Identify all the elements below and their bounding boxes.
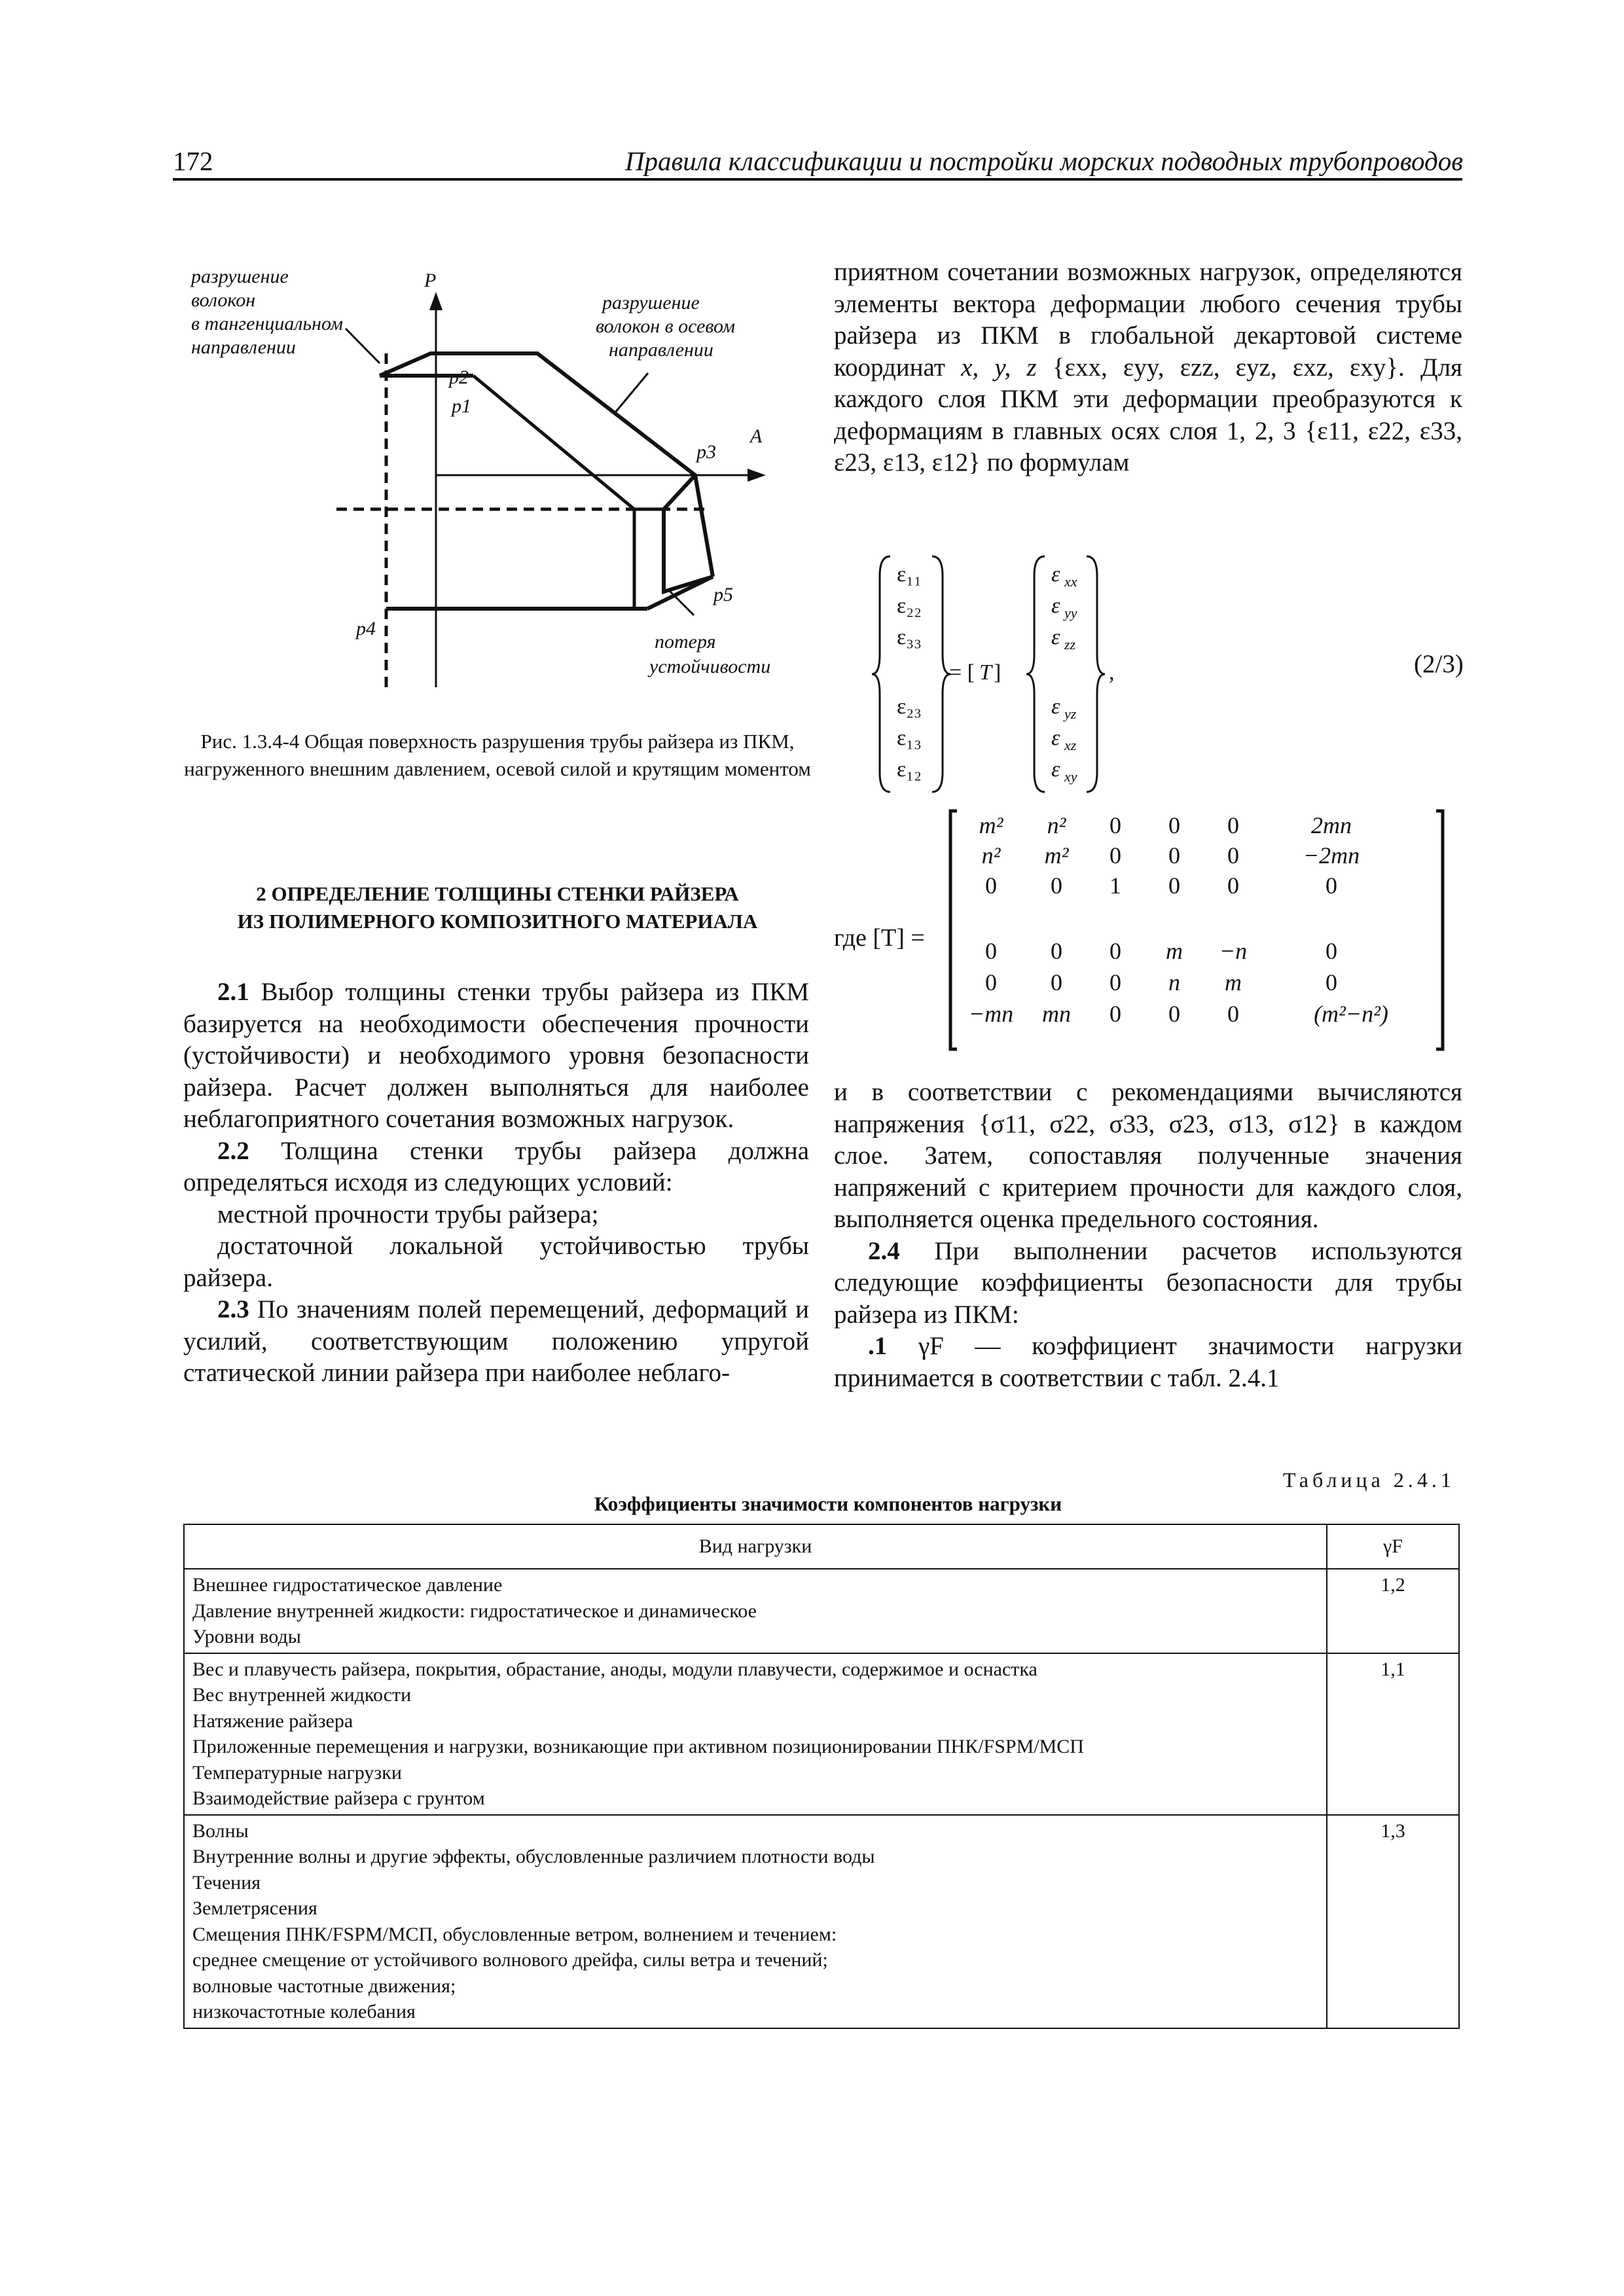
load-type: Внешнее гидростатическое давление: [192, 1574, 503, 1596]
svg-text:0: 0: [1110, 1001, 1121, 1027]
axis-p-label: P: [424, 270, 437, 291]
svg-text:zz: zz: [1064, 636, 1076, 653]
load-type: Волны: [192, 1820, 249, 1842]
load-type: Вес и плавучесть райзера, покрытия, обрастание, аноды, модули плавучести, содержимое и оснастка: [192, 1658, 1038, 1680]
table-row: [184, 1569, 1459, 1653]
label-stability-loss-1: потеря: [655, 631, 716, 653]
para-number: 2.3: [217, 1295, 249, 1323]
load-type: Вес внутренней жидкости: [192, 1684, 412, 1706]
svg-text:xy: xy: [1064, 768, 1077, 785]
svg-text:mn: mn: [1042, 1001, 1071, 1027]
strain-vector-global: {εxx, εyy, εzz, εyz, εxz, εxy}: [1052, 353, 1399, 382]
svg-text:0: 0: [1326, 872, 1337, 899]
paragraph-2-1: [183, 977, 809, 1136]
svg-text:ε: ε: [1051, 694, 1060, 719]
svg-text:n²: n²: [1047, 812, 1066, 838]
svg-text:0: 0: [1326, 969, 1337, 996]
svg-text:0: 0: [1227, 842, 1239, 869]
axis-a-label: A: [750, 425, 763, 447]
svg-text:ε: ε: [1051, 726, 1060, 750]
p5-label: p5: [713, 584, 733, 605]
gamma-f-value: 1,1: [1327, 1653, 1459, 1815]
svg-text:0: 0: [1326, 938, 1337, 964]
condition-local-stability: достаточной локальной устойчивостью трубы райзера.: [183, 1232, 809, 1292]
load-type: Внутренние волны и другие эффекты, обусловленные различием плотности воды: [192, 1846, 875, 1867]
load-type: Температурные нагрузки: [192, 1761, 402, 1784]
svg-text:m: m: [1166, 938, 1183, 964]
label-fiber-axial-3: направлении: [609, 339, 713, 361]
svg-text:xx: xx: [1064, 573, 1077, 590]
svg-text:0: 0: [1051, 938, 1062, 964]
label-fiber-axial-2: волокон в осевом: [596, 315, 735, 337]
para-text: При выполнении расчетов используются следующие коэффициенты безопасности для трубы райзера из ПКМ:: [834, 1236, 1462, 1329]
left-column: [183, 977, 809, 1390]
p3-label: p3: [696, 441, 716, 463]
gamma-f-value: 1,3: [1327, 1815, 1459, 2028]
svg-text:0: 0: [1168, 842, 1180, 869]
svg-text:xz: xz: [1064, 737, 1077, 753]
svg-text:ε₃₃: ε₃₃: [897, 625, 922, 649]
figure-caption: Рис. 1.3.4-4 Общая поверхность разрушения трубы райзера из ПКМ, нагруженного внешним давлением, осевой силой и крутящим моментом: [184, 730, 811, 780]
svg-text:n: n: [1168, 969, 1180, 996]
svg-text:(m²−n²): (m²−n²): [1314, 1001, 1388, 1027]
svg-text:0: 0: [1051, 872, 1062, 899]
paragraph-2-4: [834, 1236, 1462, 1331]
header-gamma-f: γF: [1327, 1524, 1459, 1569]
svg-text:yz: yz: [1064, 706, 1077, 722]
svg-text:ε: ε: [1051, 562, 1060, 586]
svg-text:0: 0: [1110, 938, 1121, 964]
paragraph-2-3: [183, 1294, 809, 1390]
svg-text:ε: ε: [1051, 594, 1060, 618]
text-fragment: . Для каждого слоя ПКМ эти деформации преобразуются к деформациям в главных осях слоя 1, 2, 3: [834, 353, 1462, 445]
load-type: среднее смещение от устойчивого волнового дрейфа, силы ветра и течений;: [192, 1949, 828, 1971]
svg-text:= [: = [: [949, 660, 975, 685]
table-title: Коэффициенты значимости компонентов нагрузки: [594, 1492, 1062, 1515]
para-text: По значениям полей перемещений, деформаций и усилий, соответствующим положению упругой статической линии райзера при наиболее неблаго-: [183, 1295, 809, 1387]
table-row: [184, 1653, 1459, 1815]
load-type: низкочастотные колебания: [192, 2001, 416, 2022]
paragraph-2-3-continued: [834, 257, 1462, 479]
svg-text:,: ,: [1109, 660, 1115, 685]
svg-text:0: 0: [1227, 1001, 1239, 1027]
svg-text:0: 0: [1168, 1001, 1180, 1027]
svg-text:ε: ε: [1051, 757, 1060, 781]
svg-text:2mn: 2mn: [1311, 812, 1352, 838]
svg-text:ε: ε: [1051, 625, 1060, 649]
load-type: Землетрясения: [192, 1897, 317, 1919]
svg-text:m²: m²: [979, 812, 1003, 838]
label-fiber-tangential-3: в тангенциальном: [191, 313, 343, 334]
p1-label: p1: [452, 395, 471, 417]
load-type: Течения: [192, 1871, 261, 1893]
svg-text:0: 0: [1168, 872, 1180, 899]
section-title-line1: 2 ОПРЕДЕЛЕНИЕ ТОЛЩИНЫ СТЕНКИ РАЙЗЕРА: [256, 882, 739, 905]
page-number: 172: [173, 146, 213, 176]
svg-text:−mn: −mn: [968, 1001, 1014, 1027]
table-label: Таблица 2.4.1: [1283, 1468, 1455, 1492]
svg-text:T: T: [979, 660, 992, 685]
svg-text:0: 0: [1110, 842, 1121, 869]
item-text: γF — коэффициент значимости нагрузки принимается в соответствии с табл. 2.4.1: [834, 1332, 1462, 1392]
para-number: 2.2: [217, 1136, 249, 1165]
svg-text:0: 0: [985, 938, 997, 964]
svg-text:ε₁₂: ε₁₂: [897, 757, 922, 781]
svg-text:ε₂₃: ε₂₃: [897, 694, 922, 719]
svg-text:]: ]: [994, 660, 1001, 685]
paragraph-2-2: [183, 1136, 809, 1199]
header-rule: [173, 178, 1462, 181]
para-text: Выбор толщины стенки трубы райзера из ПКМ базируется на необходимости обеспечения прочности (устойчивости) и необходимого уровня безопасности райзера. Расчет должен выполняться для наиболее неблагоприятного сочетания возможных нагрузок.: [183, 978, 809, 1133]
running-title: Правила классификации и постройки морских подводных трубопроводов: [624, 146, 1463, 176]
load-type: Смещения ПНК/FSPM/МСП, обусловленные ветром, волнением и течением:: [192, 1923, 837, 1945]
load-type: Приложенные перемещения и нагрузки, возникающие при активном позиционировании ПНК/FSPM/МСП: [192, 1736, 1084, 1757]
svg-text:n²: n²: [981, 842, 1001, 869]
coords-text: x, y, z: [961, 353, 1037, 382]
load-types-cell: [184, 1569, 1327, 1653]
section-title: [183, 880, 812, 935]
svg-text:0: 0: [1110, 969, 1121, 996]
load-type: Взаимодействие райзера с грунтом: [192, 1787, 485, 1809]
right-column-bottom: [834, 1077, 1462, 1394]
svg-text:−2mn: −2mn: [1303, 842, 1360, 869]
eq-where-label: где [T] =: [834, 924, 925, 952]
svg-text:0: 0: [1110, 812, 1121, 838]
label-fiber-tangential-1: разрушение: [191, 266, 289, 287]
header-load-type: Вид нагрузки: [184, 1524, 1327, 1569]
svg-text:ε₁₁: ε₁₁: [897, 562, 922, 586]
label-fiber-tangential-4: направлении: [191, 336, 296, 358]
paragraph-stresses: и в соответствии с рекомендациями вычисляются напряжения {σ11, σ22, σ33, σ23, σ13, σ12} в каждом слое. Затем, сопоставляя полученные значения напряжений с критерием прочности для каждого слоя, выполняется оценка предельного состояния.: [834, 1078, 1462, 1233]
item-number: .1: [868, 1332, 888, 1360]
svg-text:1: 1: [1110, 872, 1121, 899]
load-factor-table: [183, 1524, 1460, 2029]
svg-text:yy: yy: [1064, 605, 1077, 621]
svg-text:ε₂₂: ε₂₂: [897, 594, 922, 618]
table-header-row: [184, 1524, 1459, 1569]
svg-text:0: 0: [1168, 812, 1180, 838]
failure-surface-figure: [183, 262, 812, 694]
gamma-f-value: 1,2: [1327, 1569, 1459, 1653]
para-text: Толщина стенки трубы райзера должна определяться исходя из следующих условий:: [183, 1136, 810, 1196]
svg-text:−n: −n: [1219, 938, 1248, 964]
svg-text:ε₁₃: ε₁₃: [897, 726, 922, 750]
svg-text:m²: m²: [1044, 842, 1069, 869]
strain-vector-local: {ε11, ε22, ε33, ε23, ε13, ε12}: [834, 416, 1462, 476]
equation-2-3: [834, 550, 1462, 838]
load-type: Уровни воды: [192, 1626, 301, 1647]
svg-text:0: 0: [1051, 969, 1062, 996]
load-type: Натяжение райзера: [192, 1710, 353, 1732]
condition-local-strength: местной прочности трубы райзера;: [217, 1200, 599, 1229]
right-column-top: [834, 257, 1462, 479]
para-number: 2.1: [217, 978, 249, 1006]
text-fragment: по формулам: [986, 448, 1130, 476]
svg-text:0: 0: [985, 872, 997, 899]
p2-label: p2: [449, 367, 469, 388]
p4-label: p4: [356, 618, 376, 639]
svg-text:0: 0: [1227, 872, 1239, 899]
text-fragment: приятном сочетании возможных нагрузок, определяются элементы вектора деформации любого сечения трубы райзера из ПКМ в глобальной декартовой системе координат: [834, 258, 1462, 382]
para-number: 2.4: [868, 1236, 900, 1265]
label-fiber-tangential-2: волокон: [191, 289, 256, 311]
table-row: [184, 1815, 1459, 2028]
label-stability-loss-2: устойчивости: [649, 656, 771, 677]
svg-text:0: 0: [985, 969, 997, 996]
item-1: [834, 1331, 1462, 1394]
svg-text:m: m: [1225, 969, 1242, 996]
load-types-cell: [184, 1815, 1327, 2028]
svg-text:0: 0: [1227, 812, 1239, 838]
equation-number: (2/3): [1414, 650, 1464, 678]
load-types-cell: [184, 1653, 1327, 1815]
matrix-T: [834, 802, 1462, 1064]
load-type: Давление внутренней жидкости: гидростатическое и динамическое: [192, 1600, 757, 1622]
load-type: волновые частотные движения;: [192, 1975, 456, 1997]
label-fiber-axial-1: разрушение: [602, 292, 700, 314]
section-title-line2: ИЗ ПОЛИМЕРНОГО КОМПОЗИТНОГО МАТЕРИАЛА: [237, 910, 758, 933]
